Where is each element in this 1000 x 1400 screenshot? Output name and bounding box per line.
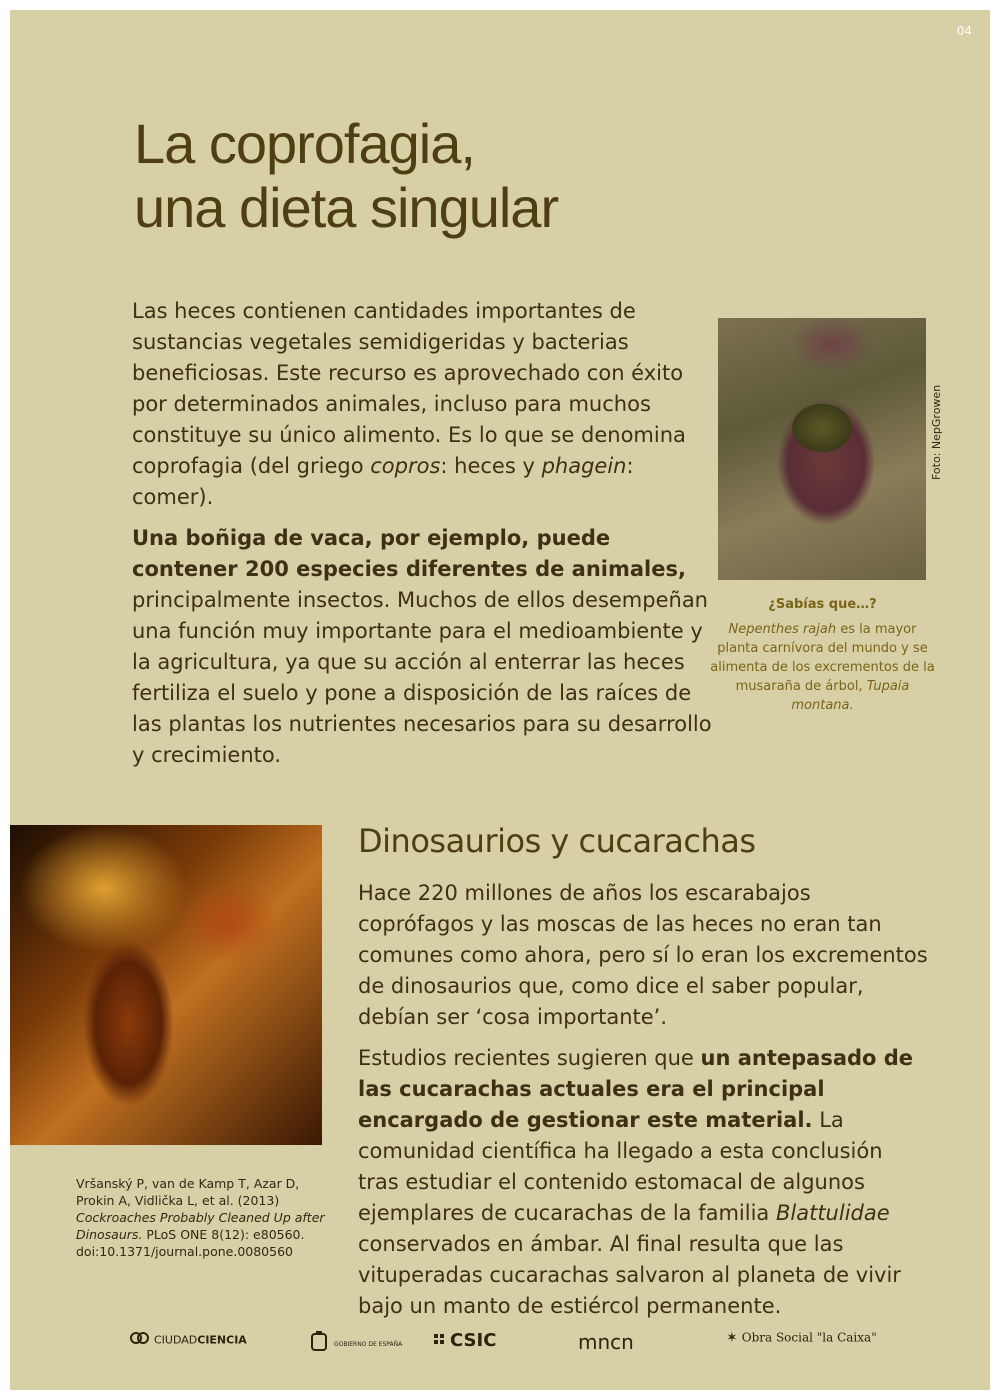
csic-icon (434, 1334, 446, 1352)
section-paragraph-2: Estudios recientes sugieren que un antepasado de las cucarachas actuales era el principal encargado de gestionar este material. La comunidad científica ha llegado a esta conclusión tras estudiar el contenido estomacal de algunos ejemplares de cucarachas de la familia Blattulidae conservados en ámbar. Al final resulta que las vituperadas cucarachas salvaron al planeta de vivir bajo un manto de estiércol permanente. (358, 1046, 914, 1318)
section-paragraph-1: Hace 220 millones de años los escarabajos coprófagos y las moscas de las heces no eran tan comunes como ahora, pero sí lo eran los excrementos de dinosaurios que, como dice el saber popular, debían ser ‘cosa importante’. (358, 881, 928, 1029)
intro-paragraph-1: Las heces contienen cantidades importantes de sustancias vegetales semidigeridas y bacterias beneficiosas. Este recurso es aprovechado con éxito por determinados animales, incluso para muchos constituye su único alimento. Es lo que se denomina coprofagia (del griego copros: heces y phagein: comer). (132, 299, 686, 509)
title-line-1: La coprofagia, (134, 112, 475, 175)
intro-text (132, 296, 712, 781)
section-text (358, 878, 928, 1332)
ciudad-ciencia-logo: CIUDADCIENCIA (130, 1330, 247, 1350)
mncn-logo: mncn (578, 1330, 634, 1354)
sponsor-logos (10, 1324, 990, 1364)
reference-citation: Vršanský P, van de Kamp T, Azar D, Prokin A, Vidlička L, et al. (2013) Cockroaches Probably Cleaned Up after Dinosaurs. PLoS ONE 8(12): e80560. doi:10.1371/journal.pone.0080560 (76, 1176, 325, 1259)
did-you-know-heading: ¿Sabías que…? (768, 597, 877, 612)
poster-panel (10, 10, 990, 1390)
csic-logo: CSIC (434, 1330, 496, 1352)
intro-paragraph-2: Una boñiga de vaca, por ejemplo, puede contener 200 especies diferentes de animales, principalmente insectos. Muchos de ellos desempeñan una función muy importante para el medioambiente y la agricultura, ya que su acción al enterrar las heces fertiliza el suelo y pone a disposición de las raíces de las plantas los nutrientes necesarios para su desarrollo y crecimiento. (132, 526, 712, 767)
la-caixa-logo: ✶ Obra Social "la Caixa" (726, 1330, 877, 1346)
coat-of-arms-icon (308, 1330, 330, 1358)
section-heading: Dinosaurios y cucarachas (358, 822, 756, 860)
page-number: 04 (956, 24, 972, 38)
star-icon: ✶ (726, 1330, 738, 1346)
amber-fossil-photo (10, 825, 322, 1145)
did-you-know-box (710, 595, 935, 715)
photo-credit: Foto: NepGrowen (930, 384, 943, 480)
gobierno-logo: GOBIERNO DE ESPAÑA (308, 1330, 368, 1358)
ciudad-ciencia-icon (130, 1330, 150, 1350)
nepenthes-photo (718, 318, 926, 580)
page-title (134, 112, 834, 240)
did-you-know-text: Nepenthes rajah es la mayor planta carnívora del mundo y se alimenta de los excrementos de la musaraña de árbol, Tupaia montana. (710, 622, 935, 713)
title-line-2: una dieta singular (134, 176, 559, 239)
